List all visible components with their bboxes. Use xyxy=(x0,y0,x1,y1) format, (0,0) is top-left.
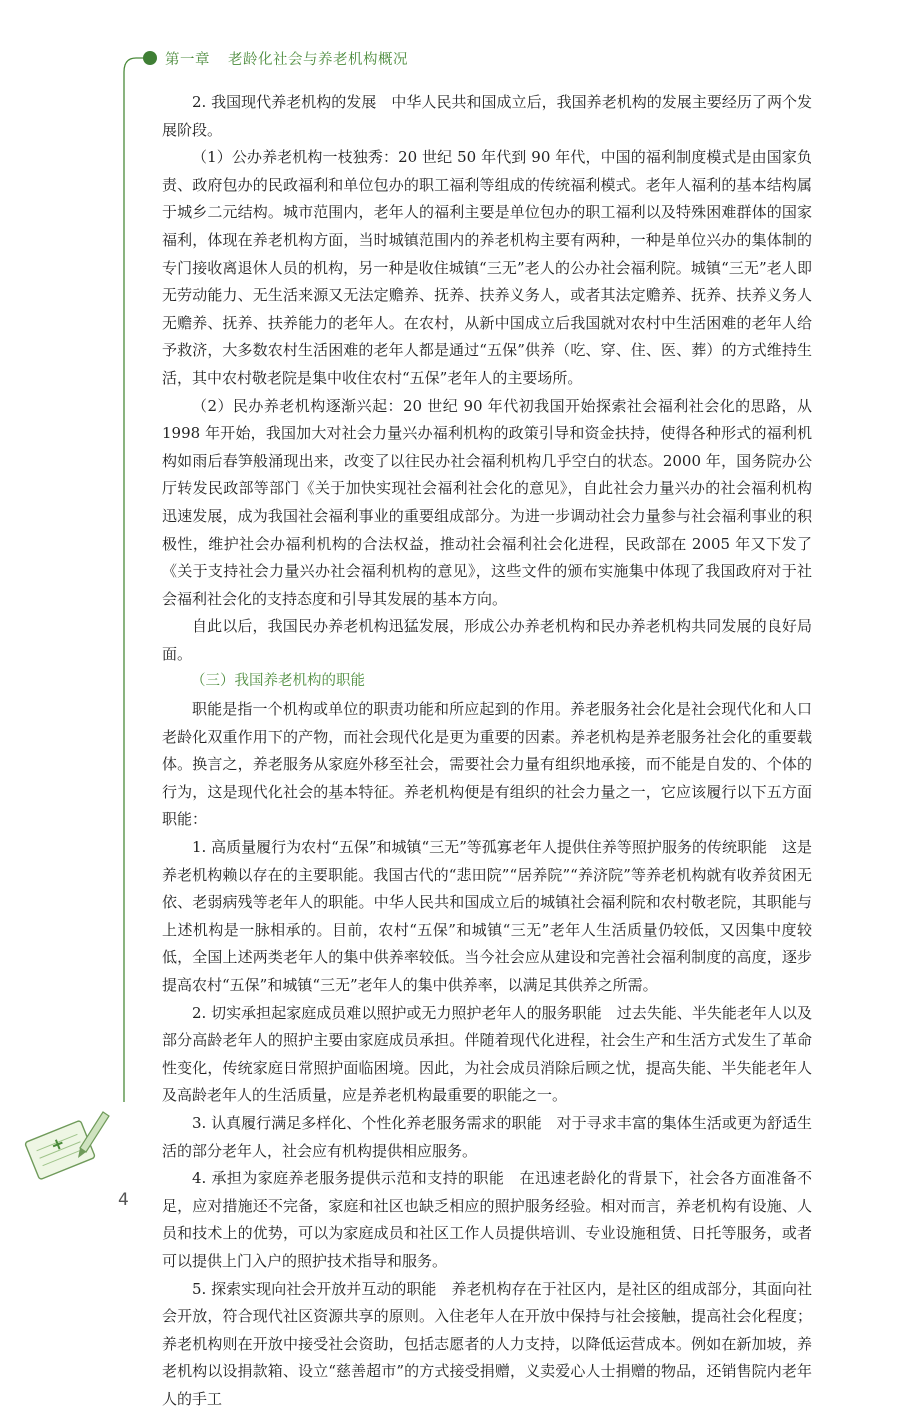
paragraph: 1. 高质量履行为农村“五保”和城镇“三无”等孤寡老年人提供住养等照护服务的传统职能 这是养老机构赖以存在的主要职能。我国古代的“悲田院”“居养院”“养济院”等养老机构就有收养贫困无依、老弱病残等老年人的职能。中华人民共和国成立后的城镇社会福利院和农村敬老院，其职能与上述机构是一脉相承的。目前，农村“五保”和城镇“三无”老年人生活质量仍较低，又因集中度较低，全国上述两类老年人的集中供养率较低。当今社会应从建设和完善社会福利制度的高度，逐步提高农村“五保”和城镇“三无”老年人的集中供养率，以满足其供养之所需。 xyxy=(162,838,812,994)
section-heading: （三）我国养老机构的职能 xyxy=(191,673,365,690)
paragraph: 2. 切实承担起家庭成员难以照护或无力照护老年人的服务职能 过去失能、半失能老年人以及部分高龄老年人的照护主要由家庭成员承担。伴随着现代化进程，社会生产和生活方式发生了革命性变化，传统家庭日常照护面临困境。因此，为社会成员消除后顾之忧，提高失能、半失能老年人及高龄老年人的生活质量，应是养老机构最重要的职能之一。 xyxy=(162,1003,812,1105)
paragraph: 自此以后，我国民办养老机构迅猛发展，形成公办养老机构和民办养老机构共同发展的良好局面。 xyxy=(162,617,812,663)
paragraph: 职能是指一个机构或单位的职责功能和所应起到的作用。养老服务社会化是社会现代化和人口老龄化双重作用下的产物，而社会现代化是更为重要的因素。养老机构是养老服务社会化的重要载体。换言之，养老服务从家庭外移至社会，需要社会力量有组织地承接，而不能是自发的、个体的行为，这是现代化社会的基本特征。养老机构便是有组织的社会力量之一，它应该履行以下五方面职能： xyxy=(162,700,812,829)
chapter-header xyxy=(165,48,408,69)
margin-rule xyxy=(124,58,150,1102)
notepad-pencil-icon xyxy=(25,1112,109,1180)
body-text xyxy=(162,89,812,1414)
paragraph: 4. 承担为家庭养老服务提供示范和支持的职能 在迅速老龄化的背景下，社会各方面准备不足，应对措施还不完备，家庭和社区也缺乏相应的照护服务经验。相对而言，养老机构有设施、人员和技术上的优势，可以为家庭成员和社区工作人员提供培训、专业设施租赁、日托等服务，或者可以提供上门入户的照护技术指导和服务。 xyxy=(162,1169,812,1270)
paragraph: 5. 探索实现向社会开放并互动的职能 养老机构存在于社区内，是社区的组成部分，其面向社会开放，符合现代社区资源共享的原则。入住老年人在开放中保持与社会接触，提高社会化程度；养老机构则在开放中接受社会资助，包括志愿者的人力支持，以降低运营成本。例如在新加坡，养老机构以设捐款箱、设立“慈善超市”的方式接受捐赠，义卖爱心人士捐赠的物品，还销售院内老年人的手工 xyxy=(162,1279,812,1408)
chapter-number: 第一章 xyxy=(165,52,210,68)
paragraph: （1）公办养老机构一枝独秀：20 世纪 50 年代到 90 年代，中国的福利制度模式是由国家负责、政府包办的民政福利和单位包办的职工福利等组成的传统福利模式。老年人福利的基本结构属于城乡二元结构。城市范围内，老年人的福利主要是单位包办的职工福利以及特殊困难群体的国家福利，体现在养老机构方面，当时城镇范围内的养老机构主要有两种，一种是单位兴办的集体制的专门接收离退休人员的机构，另一种是收住城镇“三无”老人的公办社会福利院。城镇“三无”老人即无劳动能力、无生活来源又无法定赡养、抚养、扶养义务人，或者其法定赡养、抚养、扶养义务人无赡养、抚养、扶养能力的老年人。在农村，从新中国成立后我国就对农村中生活困难的老年人给予救济，大多数农村生活困难的老年人都是通过“五保”供养（吃、穿、住、医、葬）的方式维持生活，其中农村敬老院是集中收住农村“五保”老年人的主要场所。 xyxy=(162,148,812,387)
paragraph: （2）民办养老机构逐渐兴起：20 世纪 90 年代初我国开始探索社会福利社会化的思路，从 1998 年开始，我国加大对社会力量兴办福利机构的政策引导和资金扶持，使得各种形式的福利机构如雨后春笋般涌现出来，改变了以往民办社会福利机构几乎空白的状态。2000 年，国务院办公厅转发民政部等部门《关于加快实现社会福利社会化的意见》，自此社会力量兴办的社会福利机构迅速发展，成为我国社会福利事业的重要组成部分。为进一步调动社会力量参与社会福利事业的积极性，维护社会办福利机构的合法权益，推动社会福利社会化进程，民政部在 2005 年又下发了《关于支持社会力量兴办社会福利机构的意见》，这些文件的颁布实施集中体现了我国政府对于社会福利社会化的支持态度和引导其发展的基本方向。 xyxy=(162,396,812,608)
paragraph: 3. 认真履行满足多样化、个性化养老服务需求的职能 对于寻求丰富的集体生活或更为舒适生活的部分老年人，社会应有机构提供相应服务。 xyxy=(162,1113,812,1160)
page-number: 4 xyxy=(118,1190,129,1210)
chapter-title: 老龄化社会与养老机构概况 xyxy=(228,52,408,68)
header-bullet-icon xyxy=(143,51,157,65)
paragraph: 2. 我国现代养老机构的发展 中华人民共和国成立后，我国养老机构的发展主要经历了两个发展阶段。 xyxy=(162,93,812,139)
